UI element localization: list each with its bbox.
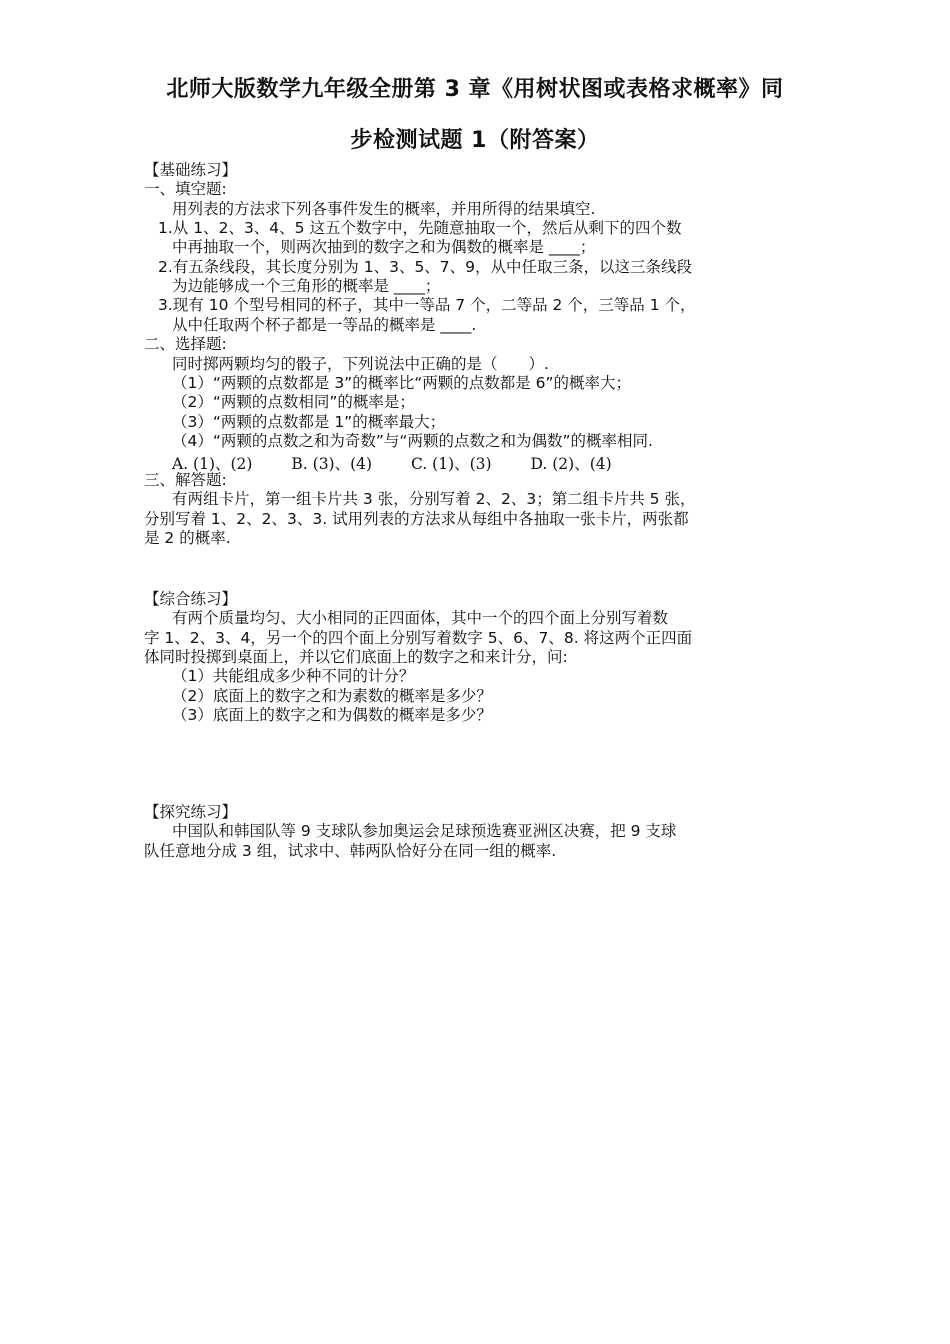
- choice-statement-1: （1）“两颗的点数都是 3”的概率比“两颗的点数都是 6”的概率大；: [172, 374, 632, 392]
- choice-option-a: A. (1)、(2): [172, 455, 253, 473]
- comprehensive-line-2: 字 1、2、3、4，另一个的四个面上分别写着数字 5、6、7、8. 将这两个正四面: [144, 629, 693, 647]
- explore-line-2: 队任意地分成 3 组，试求中、韩两队恰好分在同一组的概率.: [144, 842, 557, 860]
- comprehensive-question-2: （2）底面上的数字之和为素数的概率是多少？: [172, 687, 492, 705]
- fill-q1-line-2: 中再抽取一个，则两次抽到的数字之和为偶数的概率是 ____；: [172, 238, 596, 256]
- comprehensive-line-3: 体同时投掷到桌面上，并以它们底面上的数字之和来计分，问:: [144, 648, 568, 666]
- solve-line-1: 有两组卡片，第一组卡片共 3 张，分别写着 2、2、3；第二组卡片共 5 张，: [172, 490, 696, 508]
- explore-line-1: 中国队和韩国队等 9 支球队参加奥运会足球预选赛亚洲区决赛，把 9 支球: [172, 822, 677, 840]
- choice-statement-2: （2）“两颗的点数相同”的概率是；: [172, 393, 415, 411]
- choice-options: [172, 452, 646, 474]
- fill-in-intro: 用列表的方法求下列各事件发生的概率，并用所得的结果填空.: [172, 200, 596, 218]
- choice-option-d: D. (2)、(4): [530, 455, 612, 473]
- comprehensive-heading: 【综合练习】: [144, 590, 238, 608]
- solve-heading: 三、解答题:: [144, 471, 227, 489]
- choice-statement-4: （4）“两颗的点数之和为奇数”与“两颗的点数之和为偶数”的概率相同.: [172, 432, 653, 450]
- fill-q2-line-2: 为边能够成一个三角形的概率是 ____；: [172, 277, 441, 295]
- comprehensive-line-1: 有两个质量均匀、大小相同的正四面体，其中一个的四个面上分别写着数: [172, 609, 669, 627]
- fill-q1-line-1: 1.从 1、2、3、4、5 这五个数字中，先随意抽取一个，然后从剩下的四个数: [158, 219, 682, 237]
- choice-statement-3: （3）“两颗的点数都是 1”的概率最大；: [172, 413, 446, 431]
- fill-in-heading: 一、填空题:: [144, 180, 227, 198]
- document-title-line-1: 北师大版数学九年级全册第 3 章《用树状图或表格求概率》同: [166, 77, 784, 102]
- explore-heading: 【探究练习】: [144, 803, 238, 821]
- document-title-line-2: 步检测试题 1（附答案）: [350, 128, 600, 153]
- fill-q3-line-1: 3.现有 10 个型号相同的杯子，其中一等品 7 个，二等品 2 个，三等品 1 个，: [158, 296, 696, 314]
- basic-practice-heading: 【基础练习】: [144, 161, 238, 179]
- solve-line-2: 分别写着 1、2、2、3、3. 试用列表的方法求从每组中各抽取一张卡片，两张都: [144, 510, 689, 528]
- fill-q3-line-2: 从中任取两个杯子都是一等品的概率是 ____.: [172, 316, 477, 334]
- choice-option-b: B. (3)、(4): [291, 455, 373, 473]
- choice-heading: 二、选择题:: [144, 335, 227, 353]
- comprehensive-question-1: （1）共能组成多少种不同的计分？: [172, 667, 415, 685]
- comprehensive-question-3: （3）底面上的数字之和为偶数的概率是多少？: [172, 706, 492, 724]
- fill-q2-line-1: 2.有五条线段，其长度分别为 1、3、5、7、9，从中任取三条，以这三条线段: [158, 258, 693, 276]
- choice-stem: 同时掷两颗均匀的骰子，下列说法中正确的是（ ）.: [172, 355, 549, 373]
- solve-line-3: 是 2 的概率.: [144, 529, 231, 547]
- choice-option-c: C. (1)、(3): [411, 455, 492, 473]
